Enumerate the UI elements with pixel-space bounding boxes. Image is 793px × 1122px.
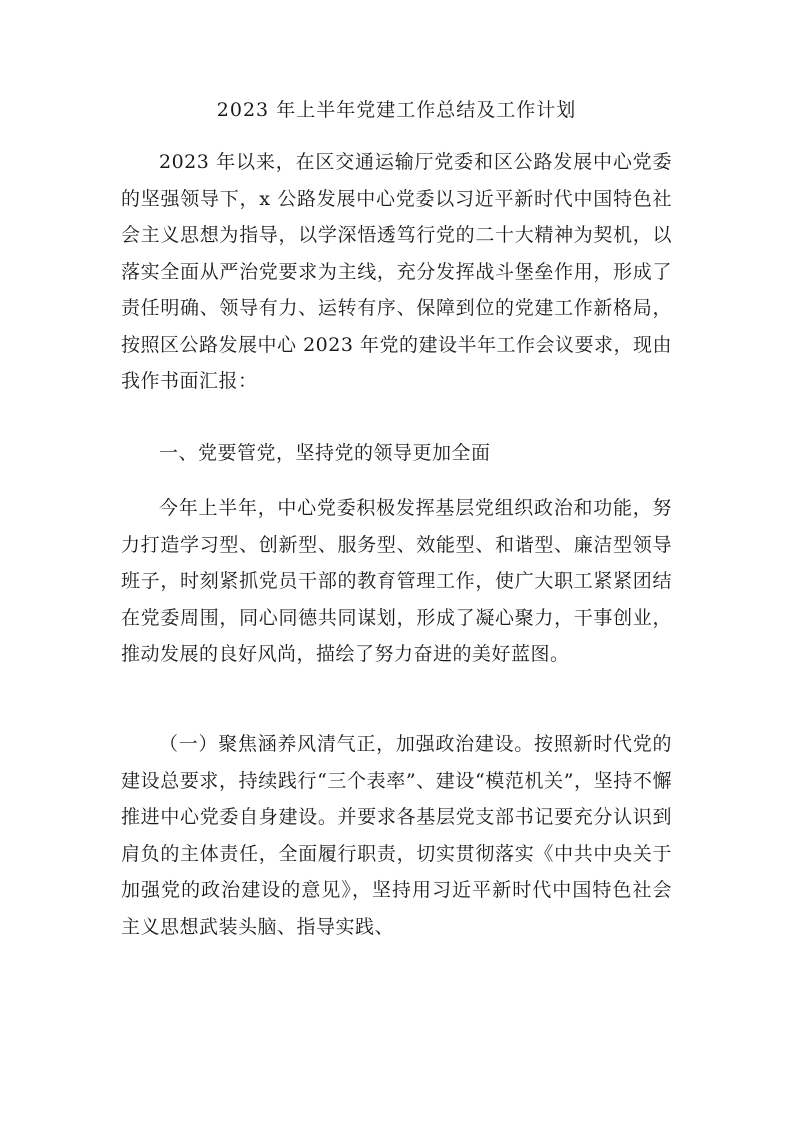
section-heading: 一、党要管党，坚持党的领导更加全面	[159, 442, 491, 464]
section-paragraph: 今年上半年，中心党委积极发挥基层党组织政治和功能，努力打造学习型、创新型、服务型、效能型、和谐型、廉洁型领导班子，时刻紧抓党员干部的教育管理工作，使广大职工紧紧团结在党委周围，同心同德共同谋划，形成了凝心聚力，干事创业，推动发展的良好风尚，描绘了努力奋进的美好蓝图。	[121, 497, 672, 665]
subsection-paragraph: （一）聚焦涵养风清气正，加强政治建设。按照新时代党的建设总要求，持续践行“三个表率”、建设“模范机关”，坚持不懈推进中心党委自身建设。并要求各基层党支部书记要充分认识到肩负的主体责任，全面履行职责，切实贯彻落实《中共中央关于加强党的政治建设的意见》，坚持用习近平新时代中国特色社会主义思想武装头脑、指导实践、	[121, 733, 672, 938]
intro-paragraph: 2023 年以来，在区交通运输厅党委和区公路发展中心党委的坚强领导下，x 公路发展中心党委以习近平新时代中国特色社会主义思想为指导，以学深悟透笃行党的二十大精神为契机，以落实全面从严治党要求为主线，充分发挥战斗堡垒作用，形成了责任明确、领导有力、运转有序、保障到位的党建工作新格局，按照区公路发展中心 2023 年党的建设半年工作会议要求，现由我作书面汇报：	[121, 151, 672, 392]
document-title: 2023 年上半年党建工作总结及工作计划	[216, 99, 577, 121]
